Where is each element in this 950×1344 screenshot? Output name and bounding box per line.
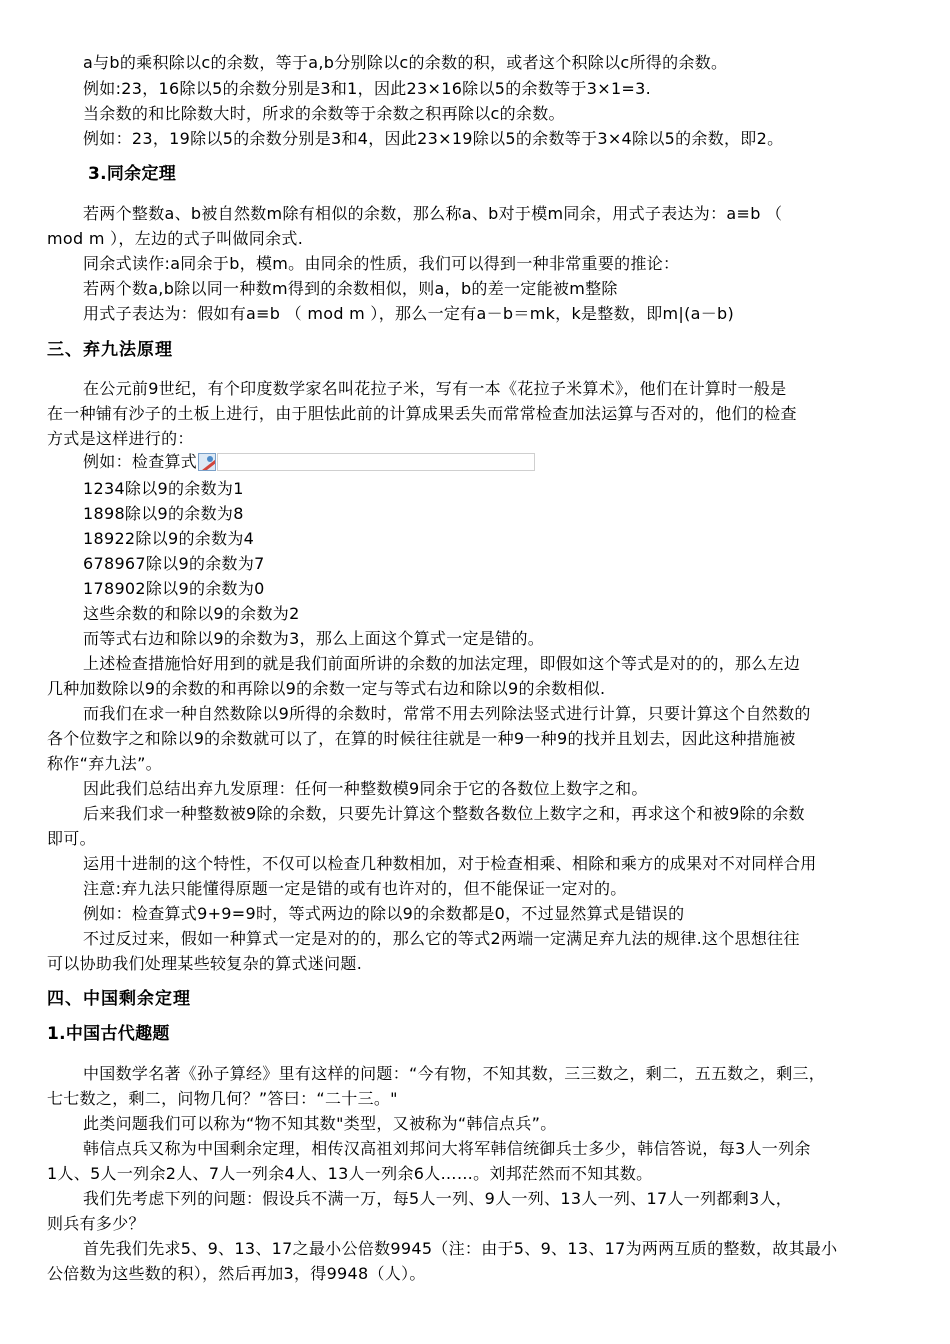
text-line: 韩信点兵又称为中国剩余定理，相传汉高祖刘邦问大将军韩信统御兵士多少，韩信答说，每3人一列余	[83, 1139, 811, 1158]
text-line: 1898除以9的余数为8	[83, 504, 244, 523]
text-line: 称作“弃九法”。	[47, 754, 162, 773]
chapter-heading: 四、中国剩余定理	[47, 989, 191, 1009]
text-line: 注意:弃九法只能懂得原题一定是错的或有也许对的，但不能保证一定对的。	[83, 879, 627, 898]
text-line: 七七数之，剩二，问物几何？”答曰：“二十三。"	[47, 1089, 398, 1108]
text-line: 后来我们求一种整数被9除的余数，只要先计算这个整数各数位上数字之和，再求这个和被9除的余数	[83, 804, 805, 823]
section-heading: 3.同余定理	[88, 164, 177, 184]
text-line: 可以协助我们处理某些较复杂的算式迷问题.	[47, 954, 363, 973]
text-line: 例如：检查算式	[83, 452, 198, 471]
text-line: 上述检查措施恰好用到的就是我们前面所讲的余数的加法定理，即假如这个等式是对的的，那么左边	[83, 654, 801, 673]
text-line: 而我们在求一种自然数除以9所得的余数时，常常不用去列除法竖式进行计算，只要计算这个自然数的	[83, 704, 811, 723]
text-line: mod m ），左边的式子叫做同余式.	[47, 229, 304, 248]
text-line: 18922除以9的余数为4	[83, 529, 255, 548]
text-line: 方式是这样进行的：	[47, 429, 194, 448]
chapter-heading: 三、弃九法原理	[47, 340, 173, 360]
text-line: 178902除以9的余数为0	[83, 579, 265, 598]
text-line: 例如：23，19除以5的余数分别是3和4，因此23×19除以5的余数等于3×4除以5的余数，即2。	[83, 129, 784, 148]
text-line: 例如:23，16除以5的余数分别是3和1，因此23×16除以5的余数等于3×1=3.	[83, 79, 651, 98]
text-line: 公倍数为这些数的积），然后再加3，得9948（人）。	[47, 1264, 426, 1283]
text-line: 这些余数的和除以9的余数为2	[83, 604, 300, 623]
text-line: 此类问题我们可以称为“物不知其数"类型，又被称为“韩信点兵”。	[83, 1114, 557, 1133]
text-line: 即可。	[47, 829, 96, 848]
text-line: 而等式右边和除以9的余数为3，那么上面这个算式一定是错的。	[83, 629, 545, 648]
text-line: 同余式读作:a同余于b，模m。由同余的性质，我们可以得到一种非常重要的推论：	[83, 254, 680, 273]
text-line: 若两个数a,b除以同一种数m得到的余数相似，则a，b的差一定能被m整除	[83, 279, 618, 298]
text-line: 当余数的和比除数大时，所求的余数等于余数之积再除以c的余数。	[83, 104, 565, 123]
text-line: 用式子表达为：假如有a≡b （ mod m ），那么一定有a－b＝mk，k是整数，即m|(a－b)	[83, 304, 735, 323]
text-line: a与b的乘积除以c的余数，等于a,b分别除以c的余数的积，或者这个积除以c所得的余数。	[83, 53, 728, 72]
text-line: 在一种铺有沙子的土板上进行，由于胆怯此前的计算成果丢失而常常检查加法运算与否对的，他们的检查	[47, 404, 797, 423]
text-line: 因此我们总结出弃九发原理：任何一种整数模9同余于它的各数位上数字之和。	[83, 779, 648, 798]
text-line: 不过反过来，假如一种算式一定是对的的，那么它的等式2两端一定满足弃九法的规律.这个思想往往	[83, 929, 800, 948]
text-line: 则兵有多少？	[47, 1214, 145, 1233]
text-line: 若两个整数a、b被自然数m除有相似的余数，那么称a、b对于模m同余，用式子表达为：a≡b （	[83, 204, 783, 223]
text-line: 各个位数字之和除以9的余数就可以了，在算的时候往往就是一种9一种9的找并且划去，因此这种措施被	[47, 729, 796, 748]
text-line: 1234除以9的余数为1	[83, 479, 244, 498]
example-row	[83, 451, 535, 473]
text-line: 在公元前9世纪，有个印度数学家名叫花拉子米，写有一本《花拉子米算术》，他们在计算时一般是	[83, 379, 787, 398]
text-line: 678967除以9的余数为7	[83, 554, 265, 573]
text-line: 几种加数除以9的余数的和再除以9的余数一定与等式右边和除以9的余数相似.	[47, 679, 606, 698]
text-line: 首先我们先求5、9、13、17之最小公倍数9945（注：由于5、9、13、17为两两互质的整数，故其最小	[83, 1239, 838, 1258]
broken-image-icon	[198, 453, 216, 471]
equation-image-frame	[217, 453, 535, 471]
section-heading: 1.中国古代趣题	[47, 1024, 170, 1044]
text-line: 中国数学名著《孙子算经》里有这样的问题：“今有物，不知其数，三三数之，剩二，五五数之，剩三，	[83, 1064, 826, 1083]
text-line: 例如：检查算式9+9=9时，等式两边的除以9的余数都是0，不过显然算式是错误的	[83, 904, 685, 923]
text-line: 运用十进制的这个特性，不仅可以检查几种数相加，对于检查相乘、相除和乘方的成果对不对同样合用	[83, 854, 817, 873]
text-line: 我们先考虑下列的问题：假设兵不满一万，每5人一列、9人一列、13人一列、17人一列都剩3人，	[83, 1189, 793, 1208]
text-line: 1人、5人一列余2人、7人一列余4人、13人一列余6人……。刘邦茫然而不知其数。	[47, 1164, 653, 1183]
